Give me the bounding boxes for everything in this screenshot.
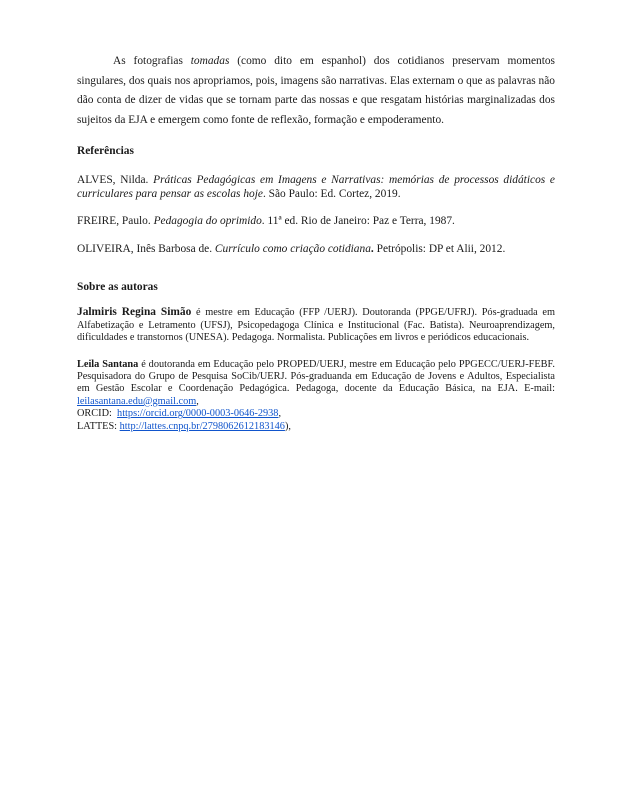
reference-publication: . São Paulo: Ed. Cortez, 2019. — [262, 187, 401, 200]
reference-publication: Petrópolis: DP et Alii, 2012. — [373, 242, 506, 255]
document-page — [77, 52, 555, 433]
lattes-label: LATTES: — [77, 420, 120, 432]
author-name: Leila Santana — [77, 358, 139, 370]
reference-title: Pedagogia do oprimido — [153, 215, 262, 228]
orcid-suffix: , — [278, 408, 282, 420]
reference-title: Currículo como criação cotidiana — [214, 242, 371, 255]
reference-item-alves — [77, 174, 555, 201]
author-bio-jalmiris — [77, 306, 555, 344]
author-bio-leila — [77, 359, 555, 433]
lattes-suffix: ), — [284, 420, 291, 432]
reference-title: Práticas Pedagógicas em Imagens e Narrativas: memórias de processos didáticos e curriculares para pensar as escolas hoje — [77, 174, 555, 200]
intro-italic-word: tomadas — [190, 55, 230, 67]
lattes-link[interactable]: http://lattes.cnpq.br/2798062612183146 — [119, 420, 285, 432]
author-bio-text: é mestre em Educação (FFP /UERJ). Doutoranda (PPGE/UFRJ). Pós-graduada em Alfabetização e Letramento (UFSJ), Psicopedagoga Clínica e Institucional (Fac. Batista). Neuroaprendizagem, dificuldades e transtornos (UNESA). Pedagoga. Normalista. Publicações em livros e periódicos educacionais. — [77, 307, 555, 344]
reference-author: OLIVEIRA, Inês Barbosa de. — [77, 242, 215, 255]
email-suffix: , — [196, 395, 199, 407]
intro-paragraph — [77, 52, 555, 130]
reference-item-freire — [77, 215, 555, 229]
author-bio-text: é doutoranda em Educação pelo PROPED/UERJ, mestre em Educação pelo PPGECC/UERJ-FEBF. Pesquisadora do Grupo de Pesquisa SoCib/UERJ. Pós-graduanda em Educação de Jovens e Adultos, Especialista em Gestão Escolar e Coordenação Pedagógica. Pedagoga, docente da Educação Básica, na EJA. E-mail: — [77, 358, 555, 395]
reference-author: FREIRE, Paulo. — [77, 215, 154, 228]
reference-item-oliveira — [77, 243, 555, 257]
reference-author: ALVES, Nilda. — [77, 174, 154, 187]
author-name: Jalmiris Regina Simão — [77, 306, 192, 319]
orcid-label: ORCID: — [77, 408, 118, 420]
authors-heading: Sobre as autoras — [77, 281, 158, 294]
reference-publication: . 11ª ed. Rio de Janeiro: Paz e Terra, 1987. — [261, 215, 455, 228]
intro-text-2: (como dito em espanhol) dos cotidianos preservam momentos singulares, dos quais nos apropriamos, pois, imagens são narrativas. Elas externam o que as palavras não dão conta de dizer de vidas que se tornam parte das nossas e que resgatam histórias marginalizadas dos sujeitos da EJA e emergem como fonte de reflexão, formação e empoderamento. — [77, 55, 555, 126]
intro-text-1: As fotografias — [113, 55, 191, 67]
orcid-link[interactable]: https://orcid.org/0000-0003-0646-2938 — [117, 408, 279, 420]
reference-bold-period: . — [370, 242, 374, 255]
email-link[interactable]: leilasantana.edu@gmail.com — [77, 395, 197, 407]
references-heading: Referências — [77, 145, 134, 158]
